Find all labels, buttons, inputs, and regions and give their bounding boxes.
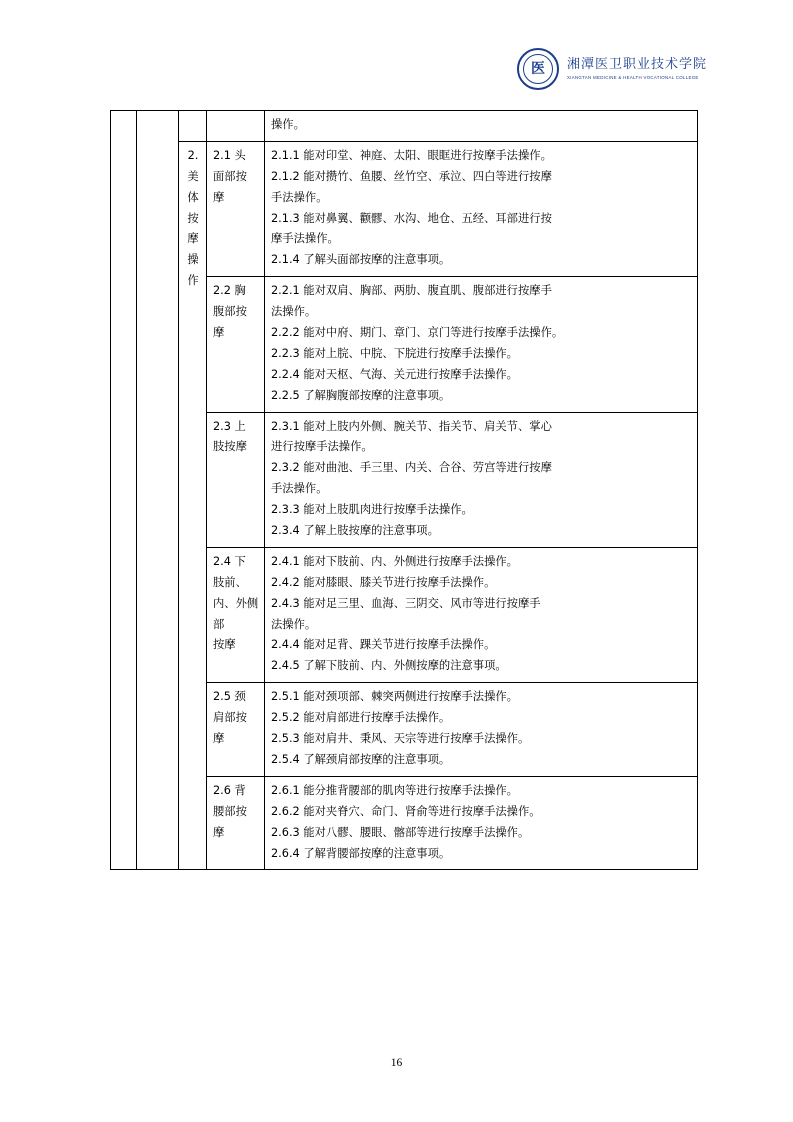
module-char-6: 作 bbox=[187, 274, 199, 288]
content-line: 操作。 bbox=[271, 118, 305, 131]
section-label-line: 肩部按 bbox=[213, 711, 247, 725]
content-line: 2.1.3 能对鼻翼、颧髎、水沟、地仓、五经、耳部进行按 bbox=[271, 211, 552, 225]
content-line: 手法操作。 bbox=[271, 482, 328, 496]
cell-section-label-2-4 bbox=[207, 547, 265, 682]
cell-section-label-2-6 bbox=[207, 776, 265, 870]
cell-content-2-5 bbox=[265, 683, 698, 777]
section-code: 2.3 上 bbox=[213, 419, 246, 433]
curriculum-table bbox=[110, 110, 698, 870]
module-char-5: 操 bbox=[187, 253, 199, 267]
content-line: 手法操作。 bbox=[271, 190, 328, 204]
content-line: 2.5.1 能对颈项部、棘突两侧进行按摩手法操作。 bbox=[271, 690, 518, 704]
cell-section-label-2-2 bbox=[207, 277, 265, 412]
content-line: 2.3.2 能对曲池、手三里、内关、合谷、劳宫等进行按摩 bbox=[271, 461, 552, 475]
cell-content-2-6 bbox=[265, 776, 698, 870]
cell-section-label-2-5 bbox=[207, 683, 265, 777]
section-code: 2.6 背 bbox=[213, 783, 246, 797]
section-label-line: 肢按摩 bbox=[213, 440, 247, 454]
section-code: 2.2 胸 bbox=[213, 284, 246, 298]
cell-content-2-4 bbox=[265, 547, 698, 682]
content-line: 2.4.5 了解下肢前、内、外侧按摩的注意事项。 bbox=[271, 659, 507, 673]
content-line: 法操作。 bbox=[271, 305, 317, 319]
content-line: 2.1.2 能对攒竹、鱼腰、丝竹空、承泣、四白等进行按摩 bbox=[271, 169, 552, 183]
content-line: 2.4.2 能对膝眼、膝关节进行按摩手法操作。 bbox=[271, 575, 496, 589]
content-line: 2.6.4 了解背腰部按摩的注意事项。 bbox=[271, 846, 451, 860]
content-line: 2.5.3 能对肩井、秉风、天宗等进行按摩手法操作。 bbox=[271, 732, 530, 746]
content-line: 2.3.4 了解上肢按摩的注意事项。 bbox=[271, 524, 439, 538]
module-char-3: 按 bbox=[187, 211, 199, 225]
section-label-line: 摩 bbox=[213, 825, 225, 839]
cell-section-label-2-3 bbox=[207, 412, 265, 547]
cell-section-label-continuation bbox=[207, 111, 265, 142]
cell-module-number-continuation bbox=[179, 111, 207, 142]
logo-emblem-icon bbox=[517, 48, 559, 90]
content-line: 2.3.3 能对上肢肌肉进行按摩手法操作。 bbox=[271, 503, 473, 517]
section-code: 2.4 下 bbox=[213, 554, 246, 568]
logo-text-block bbox=[567, 58, 707, 80]
logo-initial: 医 bbox=[530, 61, 545, 77]
cell-content-2-1 bbox=[265, 141, 698, 276]
section-label-line: 面部按 bbox=[213, 169, 247, 183]
section-label-line: 腰部按 bbox=[213, 804, 247, 818]
logo-chinese-name: 湘潭医卫职业技术学院 bbox=[566, 57, 707, 72]
cell-outer-column-2 bbox=[137, 111, 179, 870]
section-label-line: 摩 bbox=[213, 732, 225, 746]
section-label-line: 内、外侧 bbox=[213, 596, 259, 610]
content-line: 2.1.4 了解头面部按摩的注意事项。 bbox=[271, 253, 451, 267]
section-label-line: 按摩 bbox=[213, 638, 236, 652]
content-line: 2.4.1 能对下肢前、内、外侧进行按摩手法操作。 bbox=[271, 554, 518, 568]
section-label-line: 摩 bbox=[213, 326, 225, 340]
logo-english-name: XIANGTAN MEDICINE & HEALTH VOCATIONAL COLLEGE bbox=[566, 74, 699, 80]
content-line: 2.5.2 能对肩部进行按摩手法操作。 bbox=[271, 711, 451, 725]
cell-content-continuation bbox=[265, 111, 698, 142]
content-line: 法操作。 bbox=[271, 617, 317, 631]
content-line: 2.2.4 能对天枢、气海、关元进行按摩手法操作。 bbox=[271, 367, 518, 381]
content-line: 2.3.1 能对上肢内外侧、腕关节、指关节、肩关节、掌心 bbox=[271, 419, 552, 433]
content-line: 2.2.5 了解胸腹部按摩的注意事项。 bbox=[271, 388, 451, 402]
cell-content-2-3 bbox=[265, 412, 698, 547]
cell-section-label-2-1 bbox=[207, 141, 265, 276]
page-number: 16 bbox=[390, 1057, 403, 1069]
content-line: 进行按摩手法操作。 bbox=[271, 440, 373, 454]
content-line: 2.6.1 能分推背腰部的肌肉等进行按摩手法操作。 bbox=[271, 783, 518, 797]
section-code: 2.1 头 bbox=[213, 148, 246, 162]
content-line: 2.2.3 能对上脘、中脘、下脘进行按摩手法操作。 bbox=[271, 346, 518, 360]
cell-module-label bbox=[179, 141, 207, 870]
content-line: 摩手法操作。 bbox=[271, 232, 339, 246]
cell-content-2-2 bbox=[265, 277, 698, 412]
content-line: 2.6.2 能对夹脊穴、命门、肾俞等进行按摩手法操作。 bbox=[271, 804, 541, 818]
content-line: 2.5.4 了解颈肩部按摩的注意事项。 bbox=[271, 752, 451, 766]
content-line: 2.2.1 能对双肩、胸部、两肋、腹直肌、腹部进行按摩手 bbox=[271, 284, 552, 298]
section-label-line: 腹部按 bbox=[213, 305, 247, 319]
content-line: 2.6.3 能对八髎、腰眼、髂部等进行按摩手法操作。 bbox=[271, 825, 530, 839]
content-line: 2.4.3 能对足三里、血海、三阴交、风市等进行按摩手 bbox=[271, 596, 541, 610]
college-logo bbox=[517, 48, 707, 90]
content-line: 2.4.4 能对足背、踝关节进行按摩手法操作。 bbox=[271, 638, 496, 652]
table-row bbox=[111, 141, 698, 276]
cell-outer-column-1 bbox=[111, 111, 137, 870]
module-char-4: 摩 bbox=[187, 232, 199, 246]
table-row bbox=[111, 111, 698, 142]
module-char-1: 美 bbox=[187, 169, 199, 183]
section-label-line: 部 bbox=[213, 617, 225, 631]
section-label-line: 肢前、 bbox=[213, 575, 247, 589]
module-number: 2. bbox=[187, 148, 199, 162]
section-code: 2.5 颈 bbox=[213, 690, 246, 704]
section-label-line: 摩 bbox=[213, 190, 225, 204]
content-line: 2.2.2 能对中府、期门、章门、京门等进行按摩手法操作。 bbox=[271, 326, 564, 340]
content-line: 2.1.1 能对印堂、神庭、太阳、眼眶进行按摩手法操作。 bbox=[271, 148, 552, 162]
module-char-2: 体 bbox=[187, 190, 199, 204]
